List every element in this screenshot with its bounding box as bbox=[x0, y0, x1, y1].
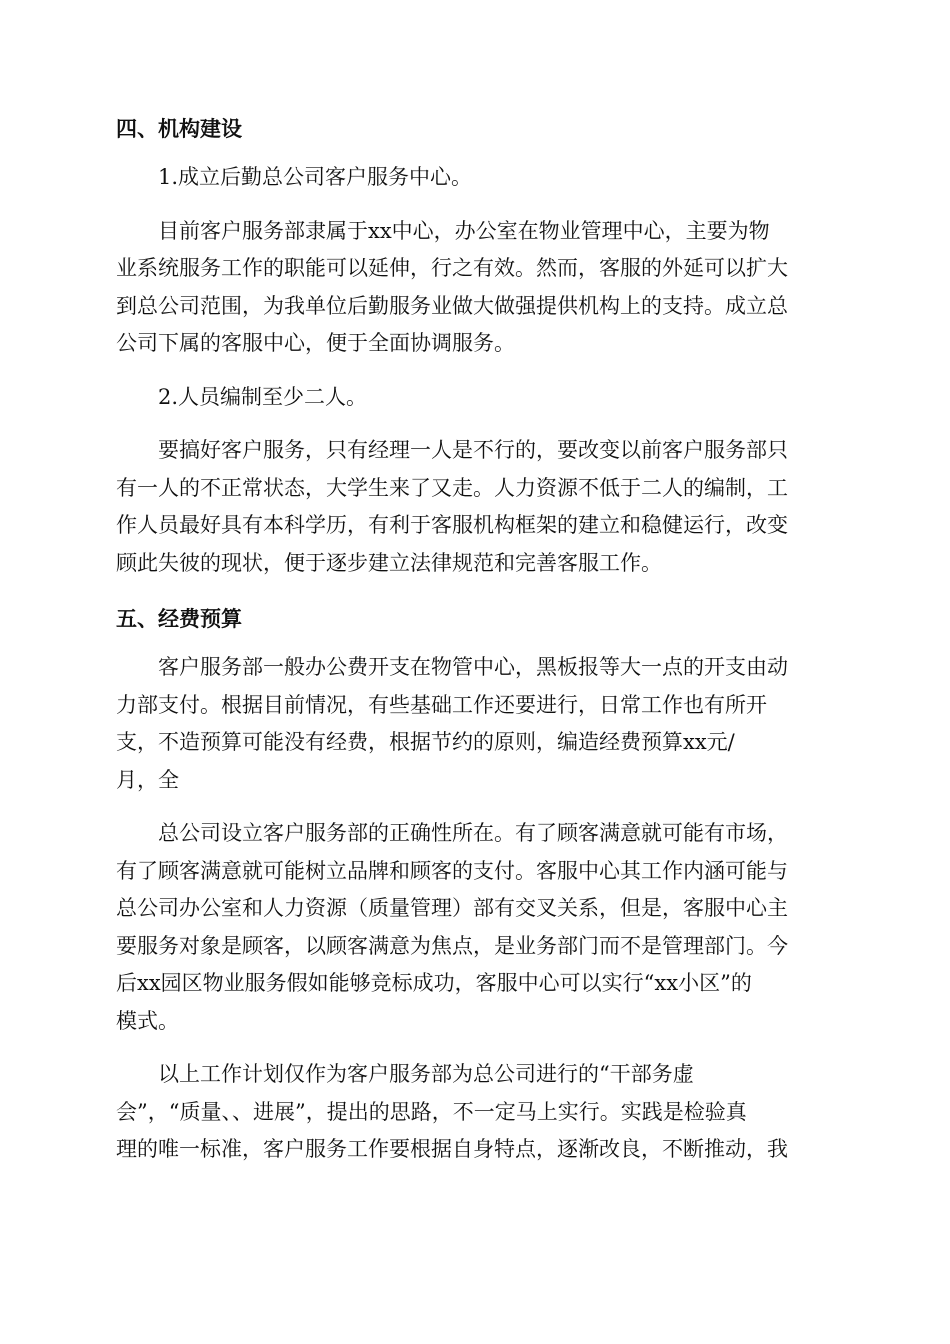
text-line: 会”，“质量、、进展”，提出的思路，不一定马上实行。实践是检验真 bbox=[116, 1099, 747, 1124]
text-line: 理的唯一标准，客户服务工作要根据自身特点，逐渐改良，不断推动，我 bbox=[116, 1137, 788, 1161]
section-heading-5: 五、经费预算 bbox=[116, 607, 242, 631]
paragraph-staffing bbox=[116, 432, 838, 582]
item-1-text: 1.成立后勤总公司客户服务中心。 bbox=[158, 165, 473, 189]
paragraph-org-structure bbox=[116, 213, 838, 363]
text-line: 业系统服务工作的职能可以延伸，行之有效。然而，客服的外延可以扩大 bbox=[116, 256, 788, 280]
text-line: 总公司设立客户服务部的正确性所在。有了顾客满意就可能有市场， bbox=[158, 821, 788, 845]
text-line: 有一人的不正常状态，大学生来了又走。人力资源不低于二人的编制，工 bbox=[116, 475, 788, 500]
text-line: 目前客户服务部隶属于xx中心，办公室在物业管理中心，主要为物 bbox=[158, 218, 770, 243]
text-line: 后xx园区物业服务假如能够竞标成功，客服中心可以实行“xx小区”的 bbox=[116, 971, 752, 995]
text-line: 要服务对象是顾客，以顾客满意为焦点，是业务部门而不是管理部门。今 bbox=[116, 933, 788, 958]
item-1 bbox=[116, 159, 838, 197]
paragraph-rationale bbox=[116, 815, 838, 1040]
text-line: 支，不造预算可能没有经费，根据节约的原则，编造经费预算xx元/ bbox=[116, 730, 735, 754]
text-line: 以上工作计划仅作为客户服务部为总公司进行的“干部务虚 bbox=[158, 1062, 694, 1086]
document-page bbox=[116, 108, 838, 1185]
text-line: 总公司办公室和人力资源（质量管理）部有交叉关系，但是，客服中心主 bbox=[116, 896, 788, 920]
text-line: 模式。 bbox=[116, 1008, 179, 1033]
paragraph-conclusion bbox=[116, 1056, 838, 1169]
text-line: 客户服务部一般办公费开支在物管中心，黑板报等大一点的开支由动 bbox=[158, 655, 788, 679]
section-heading-4: 四、机构建设 bbox=[116, 117, 242, 141]
text-line: 到总公司范围，为我单位后勤服务业做大做强提供机构上的支持。成立总 bbox=[116, 293, 788, 318]
paragraph-budget bbox=[116, 649, 838, 799]
text-line: 公司下属的客服中心，便于全面协调服务。 bbox=[116, 331, 515, 355]
text-line: 月，全 bbox=[116, 767, 179, 792]
item-2 bbox=[116, 379, 838, 417]
text-line: 作人员最好具有本科学历，有利于客服机构框架的建立和稳健运行，改变 bbox=[116, 513, 788, 537]
text-line: 顾此失彼的现状，便于逐步建立法律规范和完善客服工作。 bbox=[116, 550, 662, 575]
text-line: 有了顾客满意就可能树立品牌和顾客的支付。客服中心其工作内涵可能与 bbox=[116, 858, 788, 883]
text-line: 力部支付。根据目前情况，有些基础工作还要进行，日常工作也有所开 bbox=[116, 692, 767, 717]
item-2-text: 2.人员编制至少二人。 bbox=[158, 384, 368, 409]
text-line: 要搞好客户服务，只有经理一人是不行的，要改变以前客户服务部只 bbox=[158, 438, 788, 462]
